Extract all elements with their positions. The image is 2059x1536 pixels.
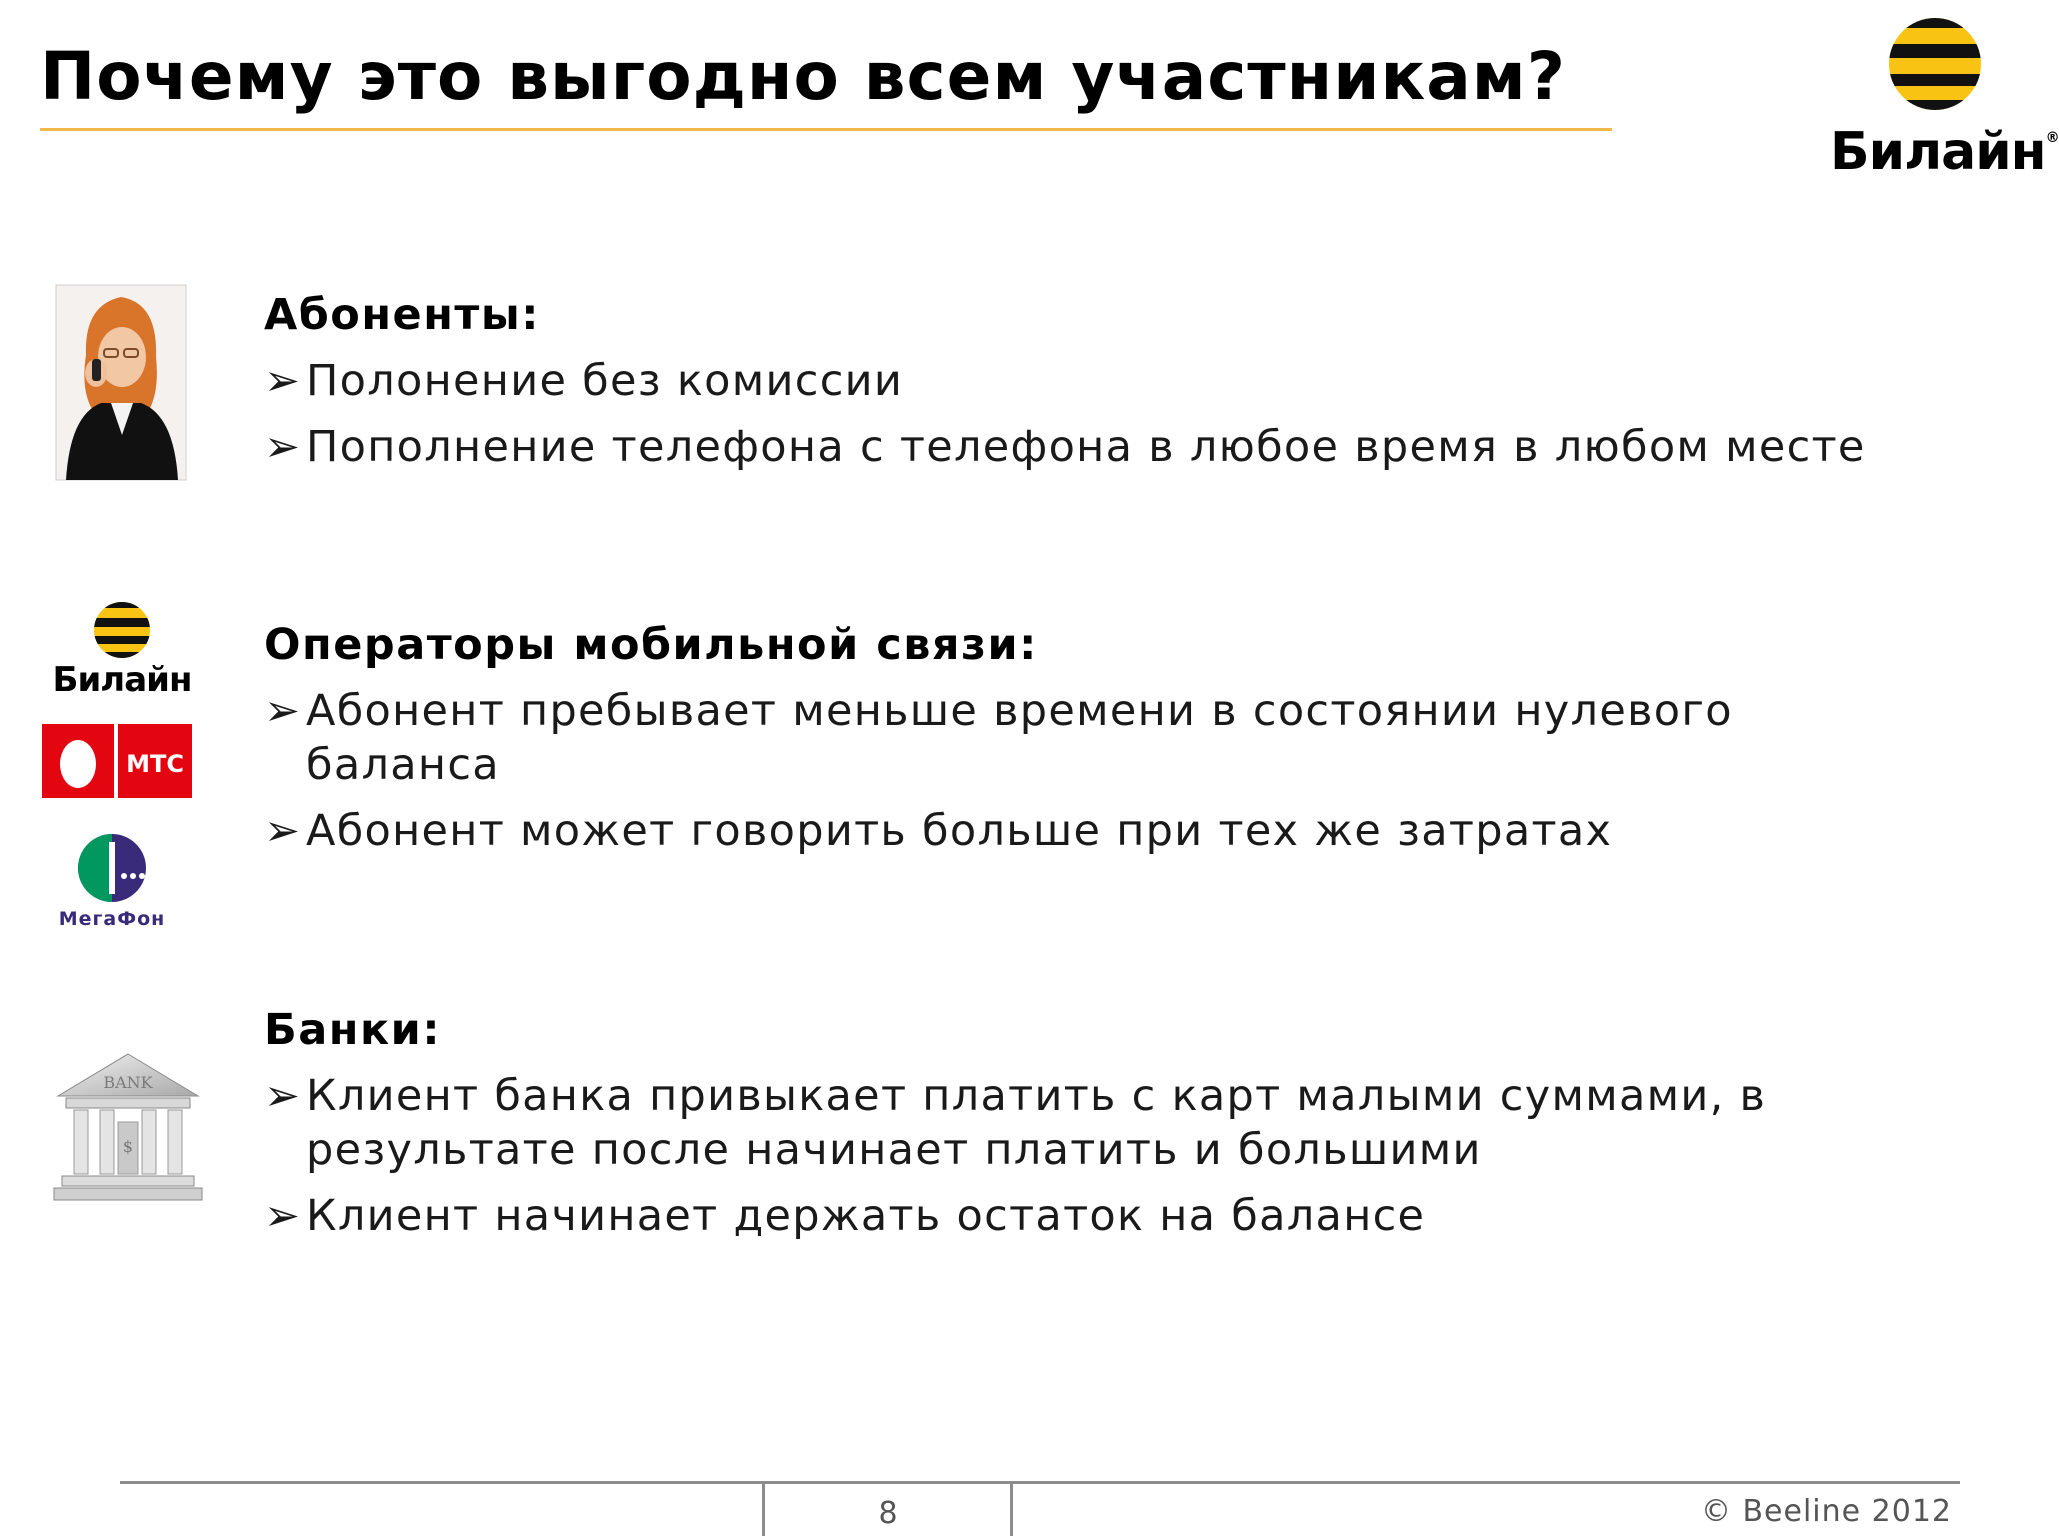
beeline-brand-logo [1830, 14, 2059, 182]
section-heading: Банки: [264, 1005, 442, 1055]
beeline-stripes-icon [1885, 14, 1985, 114]
bullet-item: ➢ Клиент начинает держать остаток на балансе [264, 1191, 1426, 1241]
megafon-logo [52, 828, 172, 938]
bullet-item: ➢ Абонент может говорить больше при тех же затратах [264, 806, 1613, 856]
footer-separator [762, 1484, 765, 1536]
section-heading: Абоненты: [264, 290, 540, 340]
mts-egg-icon [42, 724, 192, 798]
arrow-bullet-icon: ➢ [264, 1071, 302, 1121]
megafon-icon [52, 828, 172, 908]
bank-label: BANK [103, 1073, 153, 1092]
section-subscribers [264, 290, 1964, 486]
section-operators [264, 620, 1784, 870]
footer-separator [1010, 1484, 1013, 1536]
section-heading: Операторы мобильной связи: [264, 620, 1038, 670]
arrow-bullet-icon: ➢ [264, 422, 302, 472]
woman-on-phone-icon [56, 285, 186, 480]
copyright-notice: © Beeline 2012 [1700, 1494, 1952, 1529]
svg-text:$: $ [122, 1137, 134, 1156]
bullet-item: ➢ Полонение без комиссии [264, 356, 904, 406]
bank-image [48, 1048, 208, 1208]
arrow-bullet-icon: ➢ [264, 1191, 302, 1241]
title-underline [40, 128, 1612, 131]
bullet-item: ➢ Пополнение телефона с телефона в любое время в любом месте [264, 422, 1866, 472]
brand-name: Билайн® [1830, 122, 2059, 182]
mts-logo [42, 724, 192, 798]
slide-title: Почему это выгодно всем участникам? [40, 38, 1567, 115]
beeline-operator-name: Билайн [52, 660, 192, 700]
arrow-bullet-icon: ➢ [264, 686, 302, 736]
subscriber-photo [56, 285, 186, 480]
page-number: 8 [878, 1496, 898, 1531]
beeline-stripes-icon [92, 600, 152, 660]
bank-building-icon [48, 1048, 208, 1208]
bullet-item: ➢ Клиент банка привыкает платить с карт малыми суммами, в результате после начинает платить и большими [264, 1071, 1767, 1175]
bullet-item: ➢ Абонент пребывает меньше времени в состоянии нулевого баланса [264, 686, 1733, 790]
arrow-bullet-icon: ➢ [264, 356, 302, 406]
section-banks [264, 1005, 1784, 1255]
beeline-operator-logo [52, 600, 192, 700]
megafon-name: МегаФон [58, 908, 166, 930]
footer-divider [120, 1481, 1960, 1484]
arrow-bullet-icon: ➢ [264, 806, 302, 856]
mts-name: МТС [126, 750, 184, 778]
